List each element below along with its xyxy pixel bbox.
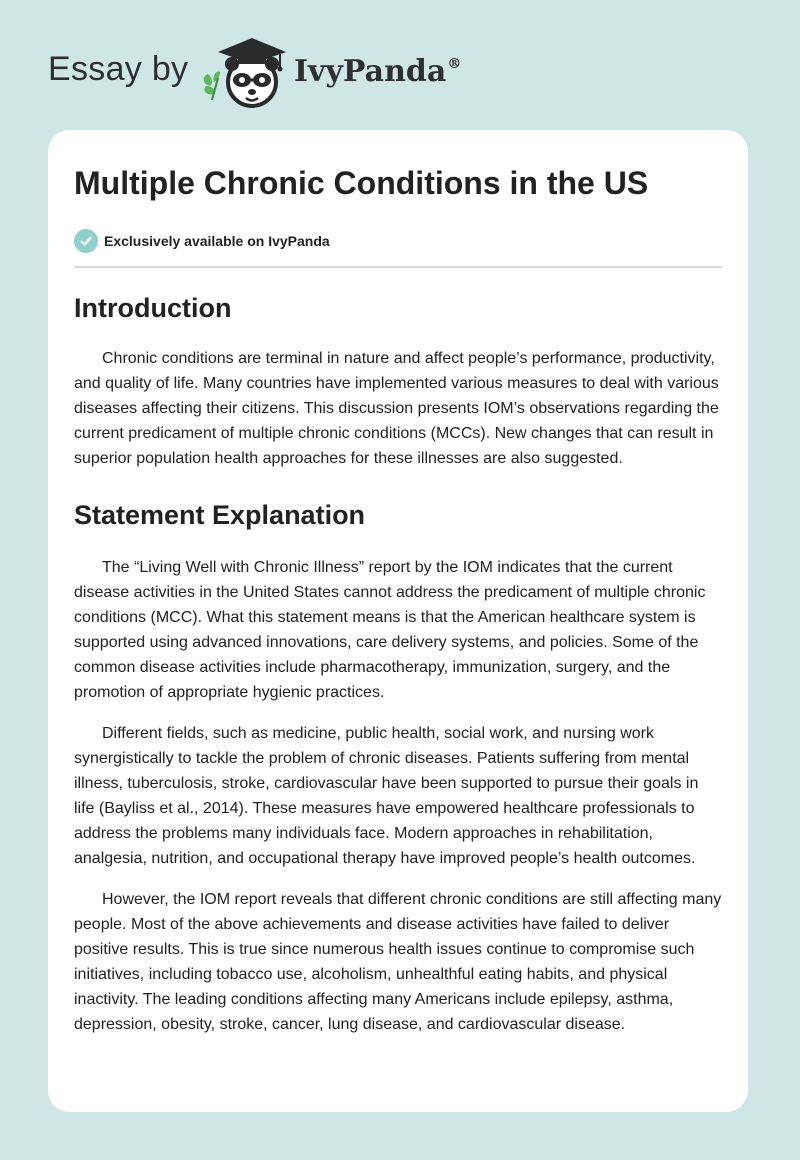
brand-prefix: Essay by	[48, 50, 189, 88]
registered-mark: ®	[447, 56, 462, 72]
section-heading: Statement Explanation	[74, 500, 366, 530]
check-circle-icon	[74, 229, 98, 253]
panda-graduate-icon	[200, 34, 294, 115]
paragraph: However, the IOM report reveals that different chronic conditions are still affecting many people. Most of the above achievements and disease activities have failed to deliver positive results. This is true since numerous health issues continue to compromise such initiatives, including tobacco use, alcoholism, unhealthful eating habits, and physical inactivity. The leading conditions affecting many Americans include epilepsy, asthma, depression, obesity, stroke, cancer, lung disease, and cardiovascular disease.	[74, 891, 722, 1033]
section-introduction	[74, 290, 722, 471]
paragraph: Different fields, such as medicine, public health, social work, and nursing work synergistically to tackle the problem of chronic diseases. Patients suffering from mental illness, tuberculosis, stroke, cardiovascular have been supported to pursue their goals in life (Bayliss et al., 2014). These measures have empowered healthcare professionals to address the problems many individuals face. Modern approaches in rehabilitation, analgesia, nutrition, and occupational therapy have improved people’s health outcomes.	[74, 725, 699, 867]
brand-header	[48, 30, 508, 110]
paragraph: The “Living Well with Chronic Illness” report by the IOM indicates that the current disease activities in the United States cannot address the predicament of multiple chronic conditions (MCC). What this statement means is that the American healthcare system is supported using advanced innovations, care delivery systems, and policies. Some of the common disease activities include pharmacotherapy, immunization, surgery, and the promotion of appropriate hygienic practices.	[74, 559, 706, 701]
section-statement-explanation	[74, 497, 722, 1037]
section-heading: Introduction	[74, 293, 232, 323]
page-title: Multiple Chronic Conditions in the US	[74, 165, 649, 201]
essay-card	[48, 130, 748, 1112]
brand-name	[294, 54, 461, 89]
availability-badge	[74, 228, 722, 254]
paragraph: Chronic conditions are terminal in nature and affect people’s performance, productivity, and quality of life. Many countries have implemented various measures to deal with various diseases affecting their citizens. This discussion presents IOM’s observations regarding the current predicament of multiple chronic conditions (MCCs). New changes that can result in superior population health approaches for these illnesses are also suggested.	[74, 350, 719, 467]
brand-name-text: IvyPanda	[294, 54, 447, 89]
availability-text: Exclusively available on IvyPanda	[104, 233, 330, 249]
leaf-icon	[204, 74, 212, 86]
divider	[74, 266, 722, 268]
